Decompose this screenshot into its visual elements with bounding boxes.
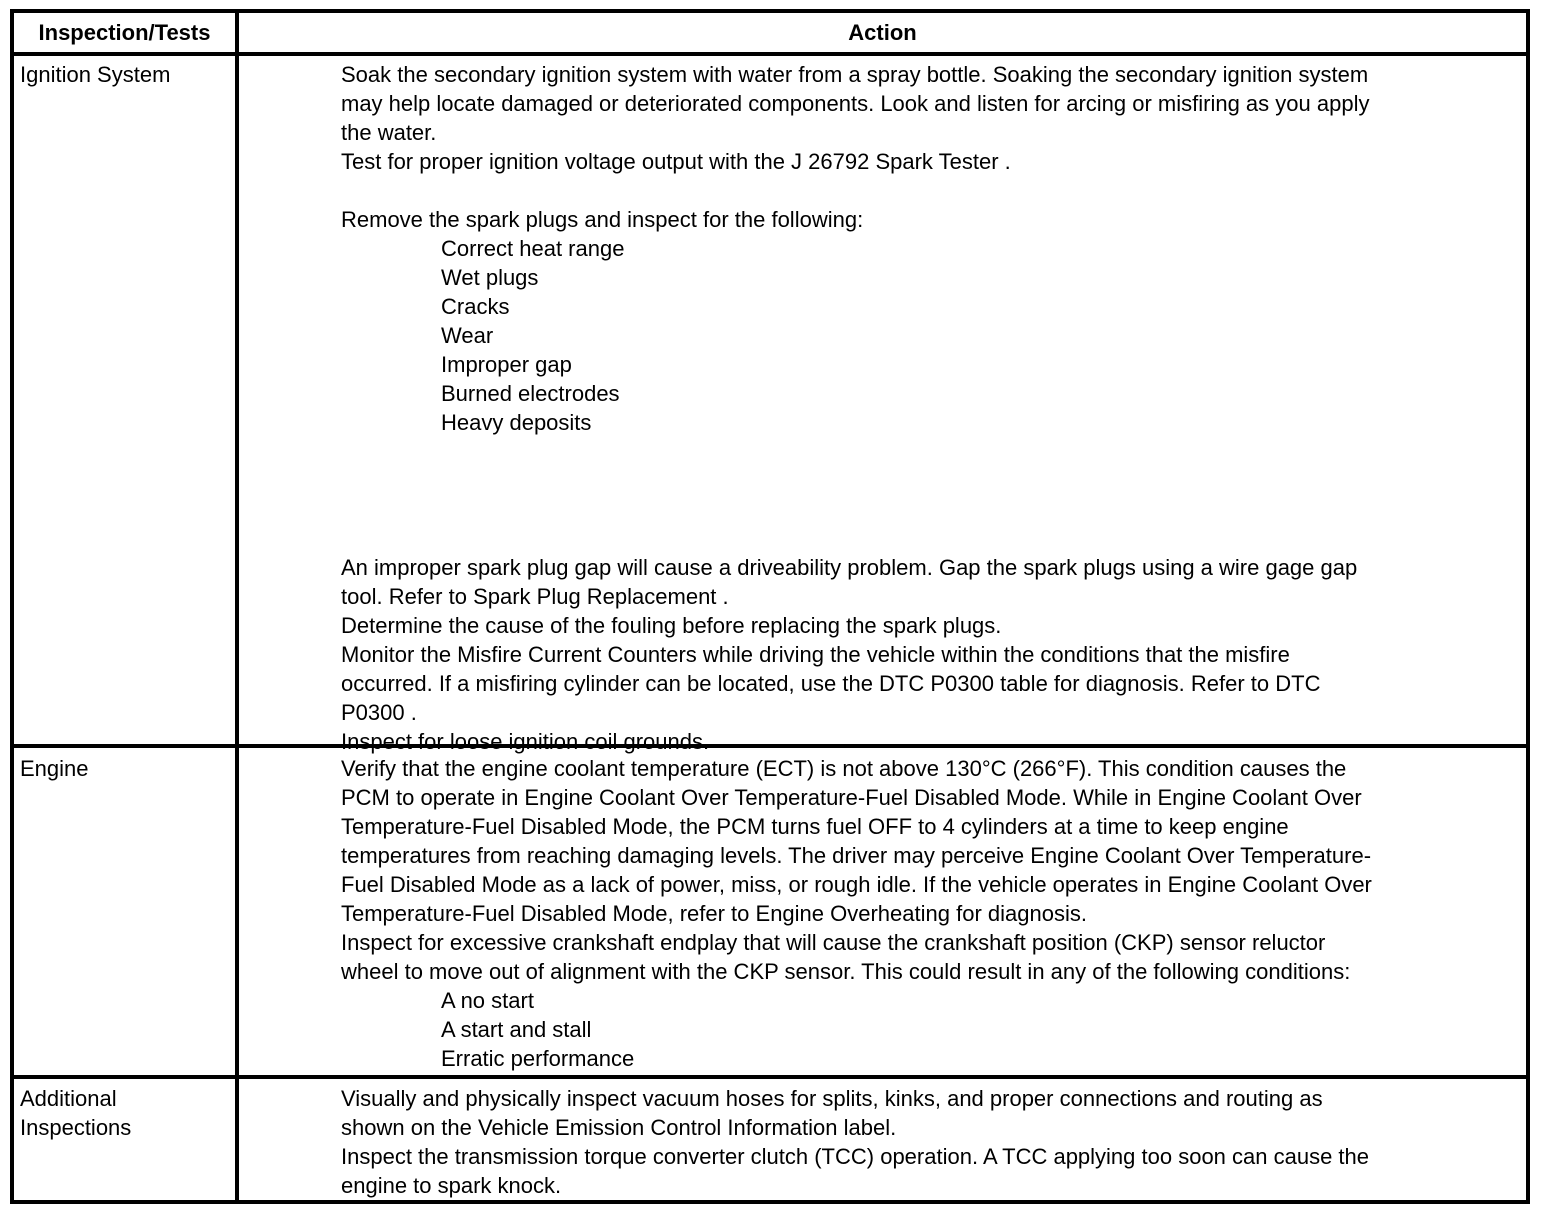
row-label-line: Inspections — [20, 1115, 132, 1140]
action-line: Test for proper ignition voltage output with the J 26792 Spark Tester . — [341, 149, 1011, 174]
list-item: A no start — [441, 988, 534, 1013]
action-line: occurred. If a misfiring cylinder can be located, use the DTC P0300 table for diagnosis. Refer to DTC — [341, 671, 1321, 696]
list-item: Erratic performance — [441, 1046, 635, 1071]
action-line: Verify that the engine coolant temperature (ECT) is not above 130°C (266°F). This condition causes the — [341, 756, 1347, 781]
action-line: Temperature-Fuel Disabled Mode, refer to Engine Overheating for diagnosis. — [341, 901, 1087, 926]
blank-line — [341, 495, 1526, 524]
action-line: engine to spark knock. — [341, 1173, 562, 1198]
blank-line — [341, 437, 1526, 466]
row-label-line: Additional — [20, 1086, 117, 1111]
action-line: tool. Refer to Spark Plug Replacement . — [341, 584, 729, 609]
column-divider — [235, 13, 239, 1200]
row-divider-engine — [14, 1075, 1526, 1079]
action-line: temperatures from reaching damaging levels. The driver may perceive Engine Coolant Over Temperature- — [341, 843, 1372, 868]
header-action: Action — [848, 19, 917, 45]
additional-actions — [341, 1084, 1526, 1200]
list-item: Improper gap — [441, 352, 572, 377]
action-line: Inspect the transmission torque converter clutch (TCC) operation. A TCC applying too soon can cause the — [341, 1144, 1370, 1169]
action-line: An improper spark plug gap will cause a driveability problem. Gap the spark plugs using a wire gage gap — [341, 555, 1358, 580]
list-item: Burned electrodes — [441, 381, 620, 406]
action-line: Fuel Disabled Mode as a lack of power, miss, or rough idle. If the vehicle operates in Engine Coolant Over — [341, 872, 1372, 897]
engine-actions — [341, 754, 1526, 1073]
row-label-ignition-system: Ignition System — [20, 62, 171, 87]
list-item: Correct heat range — [441, 236, 625, 261]
action-line: Inspect for excessive crankshaft endplay that will cause the crankshaft position (CKP) sensor reluctor — [341, 930, 1326, 955]
list-item: Cracks — [441, 294, 510, 319]
blank-line — [341, 466, 1526, 495]
action-line: Temperature-Fuel Disabled Mode, the PCM turns fuel OFF to 4 cylinders at a time to keep engine — [341, 814, 1289, 839]
action-line: shown on the Vehicle Emission Control Information label. — [341, 1115, 897, 1140]
action-line: Remove the spark plugs and inspect for the following: — [341, 207, 864, 232]
blank-line — [341, 524, 1526, 553]
action-line: Visually and physically inspect vacuum hoses for splits, kinks, and proper connections and routing as — [341, 1086, 1323, 1111]
header-inspection-tests: Inspection/Tests — [38, 19, 211, 45]
list-item: Wear — [441, 323, 494, 348]
action-line: Determine the cause of the fouling before replacing the spark plugs. — [341, 613, 1002, 638]
list-item: A start and stall — [441, 1017, 592, 1042]
action-line: the water. — [341, 120, 437, 145]
inspection-table — [10, 9, 1530, 1204]
action-line: Soak the secondary ignition system with water from a spray bottle. Soaking the secondary ignition system — [341, 62, 1369, 87]
header-divider — [14, 52, 1526, 56]
blank-line — [341, 176, 1526, 205]
list-item: Heavy deposits — [441, 410, 592, 435]
action-line: wheel to move out of alignment with the CKP sensor. This could result in any of the following conditions: — [341, 959, 1351, 984]
action-line: Inspect for loose ignition coil grounds. — [341, 729, 710, 754]
action-line: Monitor the Misfire Current Counters while driving the vehicle within the conditions that the misfire — [341, 642, 1290, 667]
list-item: Wet plugs — [441, 265, 539, 290]
row-label-engine: Engine — [20, 756, 89, 781]
action-line: P0300 . — [341, 700, 417, 725]
action-line: PCM to operate in Engine Coolant Over Temperature-Fuel Disabled Mode. While in Engine Coolant Over — [341, 785, 1362, 810]
action-line: may help locate damaged or deteriorated components. Look and listen for arcing or misfiring as you apply — [341, 91, 1370, 116]
ignition-actions — [341, 60, 1526, 756]
row-label-additional-inspections — [20, 1084, 230, 1142]
